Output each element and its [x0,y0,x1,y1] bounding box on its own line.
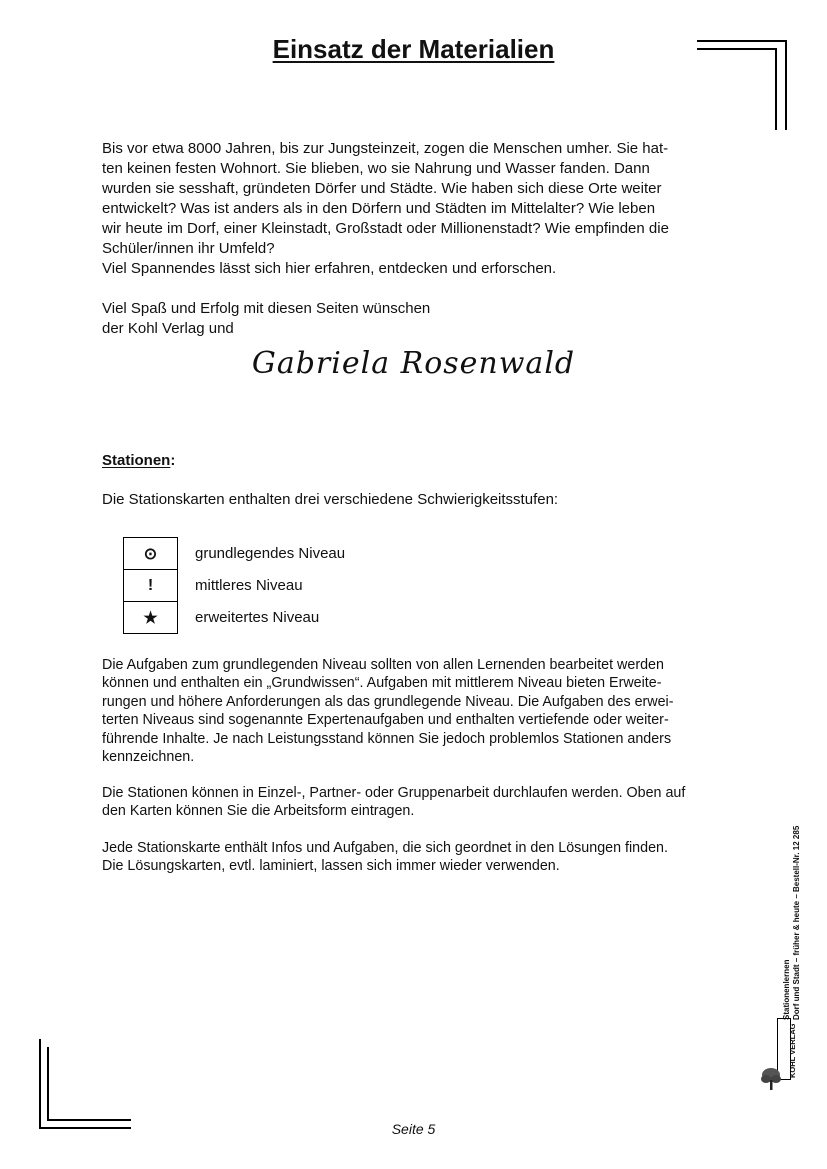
section-heading [102,452,175,469]
text-line: kennzeichnen. [102,749,195,766]
text-line: Jede Stationskarte enthält Infos und Aufgaben, die sich geordnet in den Lösungen finden. [102,840,668,856]
table-row [124,602,346,634]
difficulty-levels-table [123,537,346,634]
text-line: der Kohl Verlag und [102,320,234,337]
text-line: den Karten können Sie die Arbeitsform eintragen. [102,803,415,820]
star-icon: ★ [124,602,178,634]
text-line: Viel Spannendes lässt sich hier erfahren, entdecken und erforschen. [102,260,557,277]
imprint-line: Dorf und Stadt – früher & heute – Bestell-Nr. 12 285 [792,825,801,1020]
exclamation-icon: ! [124,570,178,602]
text-line: Bis vor etwa 8000 Jahren, bis zur Jungsteinzeit, zogen die Menschen umher. Sie hat- [102,140,669,157]
text-line: ten keinen festen Wohnort. Sie blieben, wo sie Nahrung und Wasser fanden. Dann [102,160,650,177]
text-line: terten Niveaus sind sogenannte Expertenaufgaben und enthalten vertiefende oder weiter- [102,712,669,729]
level-label: erweitertes Niveau [195,609,320,626]
section-heading-text: Stationen [102,452,171,469]
text-line: wurden sie sesshaft, gründeten Dörfer und Städte. Wie haben sich diese Orte weiter [102,180,662,197]
publisher-logo-text: KOHL VERLAG [788,1023,797,1078]
text-line: entwickelt? Was ist anders als in den Dörfern und Städten im Mittelalter? Wie leben [102,200,656,217]
level-label: mittleres Niveau [195,577,303,594]
target-icon: ⊙ [124,538,178,570]
author-signature: Gabriela Rosenwald [251,346,576,381]
intro-paragraph [102,139,742,279]
tree-logo-icon [760,1066,782,1092]
page-number: Seite 5 [391,1121,436,1137]
level-label: grundlegendes Niveau [195,545,346,562]
text-line: Die Stationen können in Einzel-, Partner- oder Gruppenarbeit durchlaufen werden. Oben auf [102,785,686,801]
text-line: Schüler/innen ihr Umfeld? [102,240,275,257]
text-line: Die Aufgaben zum grundlegenden Niveau sollten von allen Lernenden bearbeitet werden [102,657,664,673]
section-heading-colon: : [170,452,176,469]
table-row [124,538,346,570]
table-row [124,570,346,602]
text-line: rungen und höhere Anforderungen als das grundlegende Niveau. Die Aufgaben des erwei- [102,693,674,710]
side-imprint [782,826,802,1020]
text-line: führende Inhalte. Je nach Leistungsstand können Sie jedoch problemlos Stationen anders [102,730,672,747]
greeting-paragraph [102,299,742,339]
levels-explanation [102,656,742,766]
work-form-paragraph [102,784,742,821]
solutions-paragraph [102,839,742,876]
stations-intro: Die Stationskarten enthalten drei verschiedene Schwierigkeitsstufen: [102,491,559,508]
page-title: Einsatz der Materialien [272,34,555,64]
imprint-line: Stationenlernen [782,959,791,1020]
text-line: wir heute im Dorf, einer Kleinstadt, Großstadt oder Millionenstadt? Wie empfinden die [102,220,669,237]
text-line: können und enthalten ein „Grundwissen“. Aufgaben mit mittlerem Niveau bieten Erweite- [102,675,662,692]
text-line: Viel Spaß und Erfolg mit diesen Seiten wünschen [102,300,431,317]
text-line: Die Lösungskarten, evtl. laminiert, lassen sich immer wieder verwenden. [102,858,560,875]
